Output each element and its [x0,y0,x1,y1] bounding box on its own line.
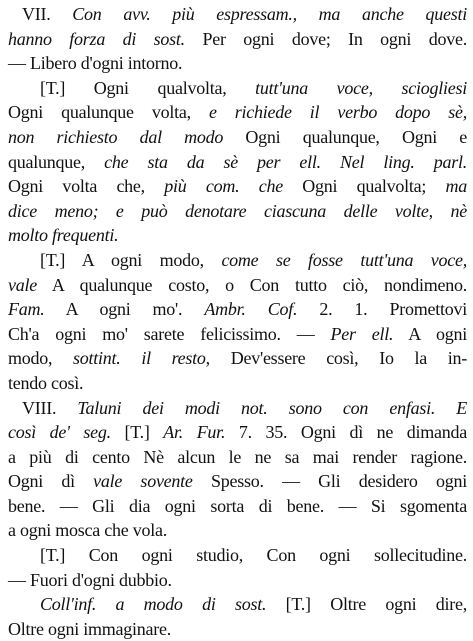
roman-text: Ogni volta che, [8,176,165,197]
text-line [8,420,467,445]
text-line [8,297,467,322]
roman-text: A qualunque costo, o Con tutto ciò, nondimeno. [36,274,467,295]
roman-text: [T.] Con ogni studio, Con ogni sollecitudine. [40,545,467,566]
roman-text: Spesso. — Gli desidero ogni [192,471,467,492]
italic-text: così de' seg. [8,422,111,443]
text-line [8,76,467,101]
roman-text: VIII. [22,397,78,418]
text-line [8,223,467,248]
roman-text: Ogni qualvolta; [282,176,446,197]
roman-text: — Libero d'ogni intorno. [8,53,183,74]
roman-text: [T.] A ogni modo, [40,249,222,270]
roman-text: modo, [8,348,74,369]
roman-text: Ogni qualunque, Ogni e [223,126,468,147]
roman-text: A ogni mo'. [44,299,205,320]
roman-text: [T.] Ogni qualvolta, [40,77,256,98]
roman-text: [T.] Oltre ogni dire, [266,594,467,615]
italic-text: come se fosse tutt'una voce, [221,249,467,270]
text-line [8,150,467,175]
text-line [8,27,467,52]
text-line [8,51,467,76]
text-line [8,568,467,593]
roman-text: qualunque, [8,151,105,172]
italic-text: Taluni dei modi not. sono con enfasi. E [77,397,468,418]
text-line [8,543,467,568]
text-line [8,371,467,396]
roman-text: 2. 1. Promettovi [297,299,468,320]
italic-text: più com. che [164,176,283,197]
text-line [8,445,467,470]
italic-text: Ar. Fur. [163,422,226,443]
italic-text: e richiede il verbo dopo sè, [208,102,467,123]
italic-text: Ambr. Cof. [204,299,298,320]
italic-text: non richiesto dal modo [8,126,224,147]
roman-text: A ogni [393,323,468,344]
roman-text: VII. [22,4,73,24]
text-line [8,592,467,617]
italic-text: molto frequenti. [8,225,119,246]
text-line [8,346,467,371]
roman-text: a ogni mosca che vola. [8,520,167,541]
roman-text: Ogni dì [8,471,94,492]
italic-text: Per ell. [330,323,394,344]
roman-text: tendo così. [8,372,84,393]
roman-text: Ch'a ogni mo' sarete felicissimo. — [8,323,331,344]
text-line [8,396,467,421]
italic-text: hanno forza di sost. [8,28,185,49]
italic-text: che sta da sè per ell. Nel ling. parl. [104,151,468,172]
roman-text: Per ogni dove; In ogni dove. [184,28,467,49]
text-line [8,100,467,125]
italic-text: tutt'una voce, sciogliesi [255,77,467,98]
text-line [8,322,467,347]
roman-text: a più di cento Nè alcun le ne sa mai render ragione. [8,446,467,467]
roman-text: 7. 35. Ogni dì ne dimanda [225,422,468,443]
text-line [8,518,467,543]
italic-text: vale sovente [93,471,193,492]
roman-text: Ogni qualunque volta, [8,102,209,123]
roman-text: [T.] [110,422,164,443]
text-line [8,617,467,641]
italic-text: dice meno; e può denotare ciascuna delle volte, nè [8,200,467,221]
italic-text: vale [8,274,37,295]
roman-text: Oltre ogni immaginare. [8,618,171,639]
italic-text: sottint. il resto, [73,348,210,369]
italic-text: Coll'inf. a modo di sost. [40,594,267,615]
text-line [8,273,467,298]
text-line [8,125,467,150]
roman-text: Dev'essere così, Io la in- [209,348,467,369]
italic-text: ma [445,176,467,197]
roman-text: — Fuori d'ogni dubbio. [8,569,172,590]
italic-text: Fam. [8,299,45,320]
text-line [8,248,467,273]
italic-text: Con avv. più espressam., ma anche questi [72,4,467,24]
text-line [8,199,467,224]
text-line [8,174,467,199]
roman-text: bene. — Gli dia ogni sorta di bene. — Si sgomenta [8,495,467,516]
text-line [8,469,467,494]
text-line [8,2,467,27]
text-line [8,494,467,519]
